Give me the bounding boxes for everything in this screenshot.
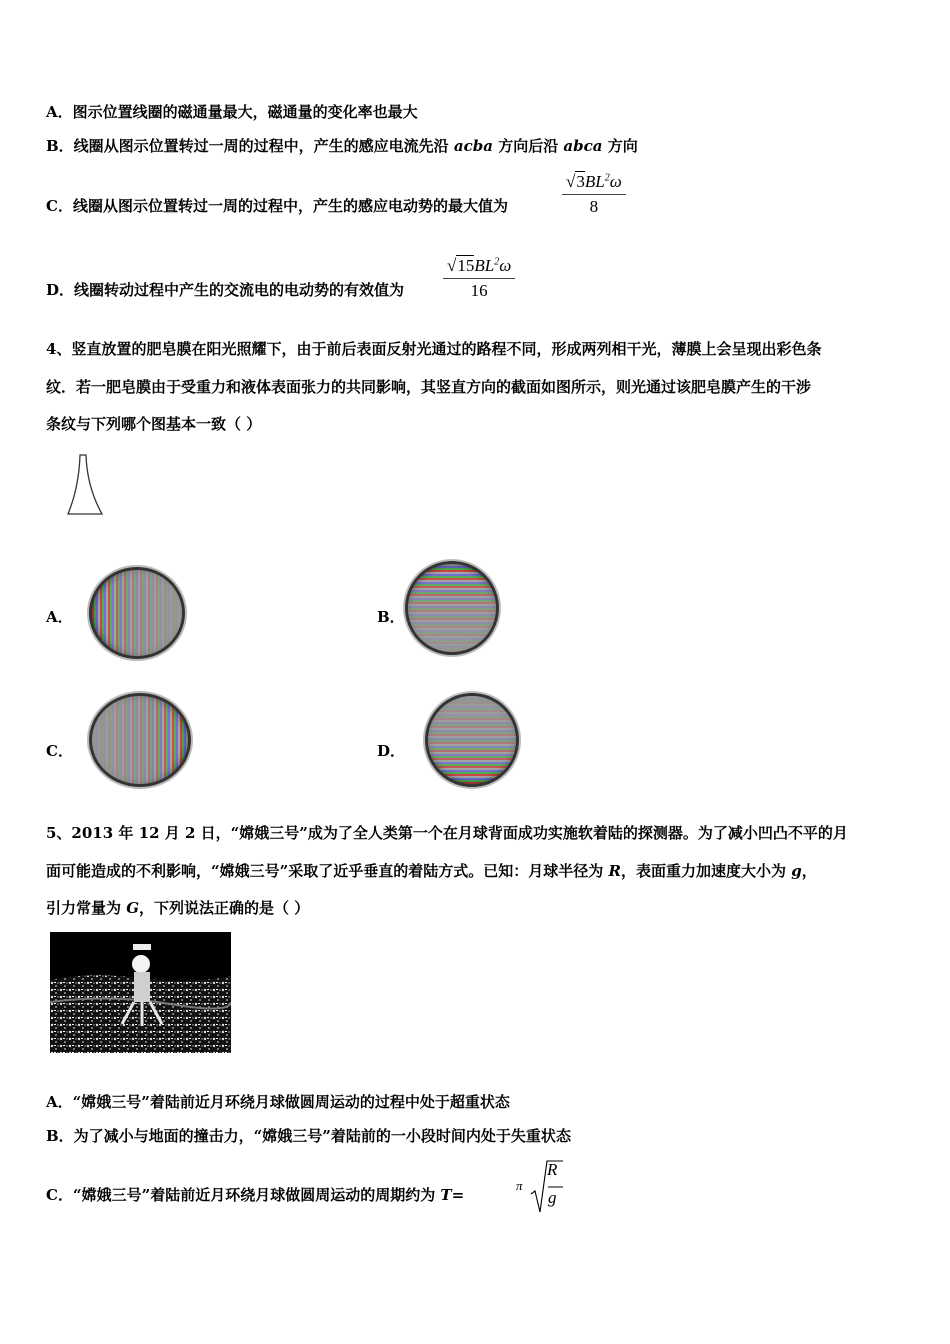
q3-option-b-post: 方向 [602,137,638,155]
q3-option-b-mid: 方向后沿 [492,137,564,155]
omega-symbol: ω [609,172,622,191]
q5-option-a[interactable]: A．“嫦娥三号”着陆前近月环绕月球做圆周运动的过程中处于超重状态 [46,1093,510,1111]
fringe-image-c[interactable] [89,693,191,787]
q4-option-a-label[interactable]: A． [46,608,73,626]
q4-option-d-label[interactable]: D． [377,742,406,760]
fringe-image-d[interactable] [425,693,519,787]
bl-term: BL [584,172,605,191]
fringe-image-b[interactable] [405,561,499,655]
gravity-symbol: g [791,862,802,880]
q4-stem-line2: 纹．若一肥皂膜由于受重力和液体表面张力的共同影响，其竖直方向的截面如图所示，则光通过该肥皂膜产生的干涉 [46,378,812,396]
q3-option-d-text: D．线圈转动过程中产生的交流电的电动势的有效值为 [46,281,405,299]
q4-option-b-label[interactable]: B． [377,608,405,626]
q3-option-c-text: C．线圈从图示位置转过一周的过程中，产生的感应电动势的最大值为 [46,197,508,215]
fringe-image-a[interactable] [89,567,185,659]
q5-stem-line1: 5、2013 年 12 月 2 日，“嫦娥三号”成为了全人类第一个在月球背面成功实施软着陆的探测器。为了减小凹凸不平的月 [46,824,848,842]
q5-option-c-text: C．“嫦娥三号”着陆前近月环绕月球做圆周运动的周期约为 [46,1186,441,1204]
q3-option-d-fraction [443,256,515,301]
q5-option-c[interactable] [46,1185,464,1205]
q3-option-b[interactable] [46,136,638,156]
q3-option-c[interactable] [46,196,508,216]
radicand-denominator: g [548,1188,557,1207]
q5-stem-line3 [46,898,309,918]
radicand-numerator: R [547,1160,558,1179]
omega-symbol: ω [499,256,512,275]
denominator: 16 [470,281,488,300]
q5-line2-end: ， [801,862,817,880]
q3-option-b-text: B．线圈从图示位置转过一周的过程中，产生的感应电流先沿 [46,137,454,155]
equals-sign: = [451,1186,465,1204]
sqrt-symbol: √ [566,172,576,191]
q3-option-d[interactable] [46,280,404,300]
q5-line2-text: 面可能造成的不利影响，“嫦娥三号”采取了近乎垂直的着陆方式。已知：月球半径为 [46,862,609,880]
period-symbol: T [440,1186,452,1204]
radicand: 3 [576,172,585,191]
q3-option-b-path1: acba [453,137,493,155]
bl-term: BL [474,256,495,275]
sqrt-symbol: √ [447,256,457,275]
q5-line2-mid: ，表面重力加速度大小为 [620,862,792,880]
soap-film-cross-section-diagram [62,452,108,518]
q5-line3-end: ，下列说法正确的是（ ） [139,899,310,917]
lunar-surface-illustration [50,932,231,1053]
lunar-lander-photo [50,932,231,1053]
q3-option-a[interactable]: A．图示位置线圈的磁通量最大，磁通量的变化率也最大 [46,103,418,121]
q3-option-c-fraction [562,172,626,217]
exponent: 2 [604,172,610,184]
exponent: 2 [494,256,500,268]
q4-option-c-label[interactable]: C． [46,742,73,760]
q4-stem-line3: 条纹与下列哪个图基本一致（ ） [46,415,262,433]
q3-option-b-path2: abca [563,137,603,155]
radicand: 15 [457,256,475,275]
pi-symbol: π [516,1178,523,1193]
q5-line3-text: 引力常量为 [46,899,127,917]
q5-option-b[interactable]: B．为了减小与地面的撞击力，“嫦娥三号”着陆前的一小段时间内处于失重状态 [46,1127,571,1145]
q4-stem-line1: 4、竖直放置的肥皂膜在阳光照耀下，由于前后表面反射光通过的路程不同，形成两列相干光，薄膜上会呈现出彩色条 [46,340,822,358]
gravitational-constant-symbol: G [126,899,140,917]
denominator: 8 [589,197,599,216]
q5-stem-line2 [46,861,817,881]
moon-radius-symbol: R [608,862,621,880]
